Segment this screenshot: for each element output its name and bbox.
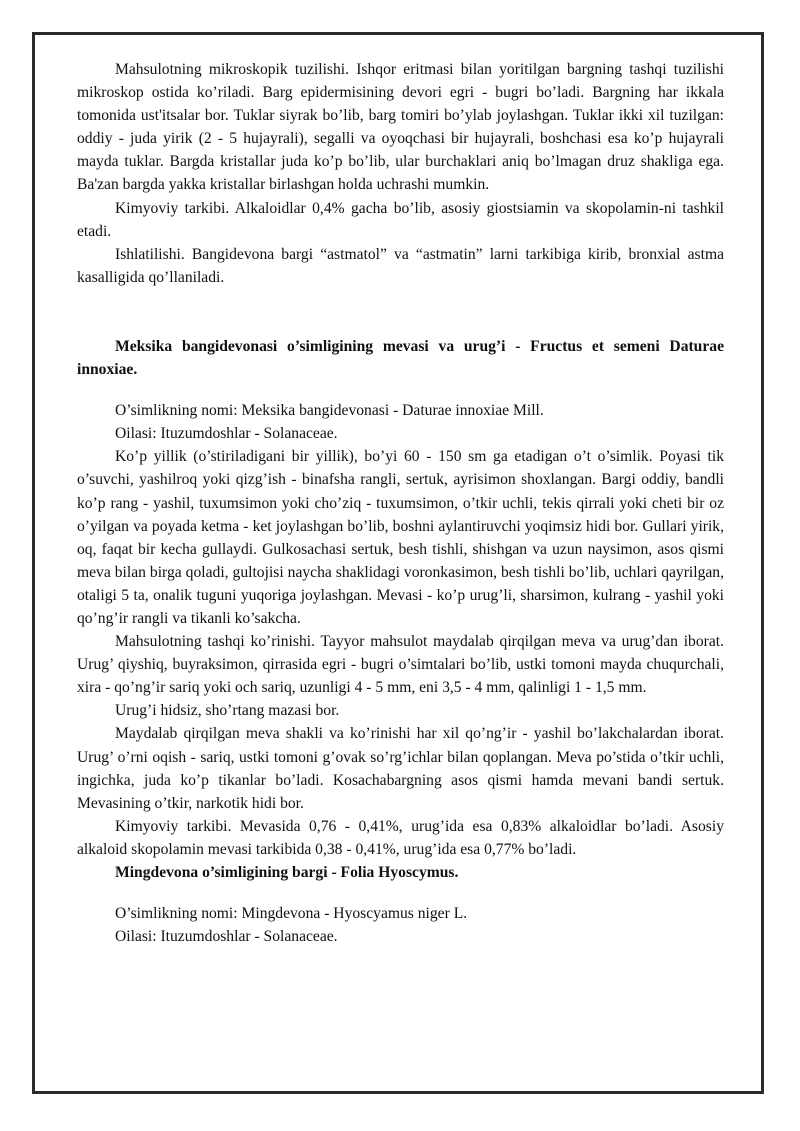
paragraph-chemical-composition: Kimyoviy tarkibi. Alkaloidlar 0,4% gacha bo’lib, asosiy giostsiamin va skopolamin-ni tashkil etadi. [77,199,724,240]
paragraph-plant-name-2: O’simlikning nomi: Mingdevona - Hyoscyamus niger L. [115,905,468,923]
paragraph-description: Ko’p yillik (o’stiriladigani bir yillik), bo’yi 60 - 150 sm ga etadigan o’t o’simlik. Poyasi tik o’suvchi, yashilroq yoki qizg’ish - binafsha rangli, sertuk, ayrisimon shoxlangan. Bargi oddiy, bandli ko’p rang - yashil, tuxumsimon yoki cho’ziq - tuxumsimon, o’tkir uchli, tekis qirrali yoki cheti bir oz o’yilgan va poyada ketma - ket joylashgan bo’lib, boshni aylantiruvchi yoqimsiz hidi bor. Gullari yirik, oq, faqat bir kecha gullaydi. Gulkosachasi sertuk, besh tishli, shishgan va uzun naysimon, asos qismi meva bilan birga qoladi, gultojisi naycha shaklidagi voronkasimon, besh tishli bo’lib, uchlari qayrilgan, otaligi 5 ta, onalik tuguni yuqoriga joylashgan. Mevasi - ko’p urug’li, sharsimon, kulrang - yashil yoki qo’ng’ir rangli va tikanli ko’sakcha. [77,448,724,627]
paragraph-usage: Ishlatilishi. Bangidevona bargi “astmatol” va “astmatin” larni tarkibiga kirib, bronxial astma kasalligida qo’llaniladi. [77,245,724,286]
paragraph-chemical-composition-2: Kimyoviy tarkibi. Mevasida 0,76 - 0,41%, urug’ida esa 0,83% alkaloidlar bo’ladi. Asosiy alkaloid skopolamin mevasi tarkibida 0,38 - 0,41%, urug’ida esa 0,77% bo’ladi. [77,817,724,858]
paragraph-external-appearance: Mahsulotning tashqi ko’rinishi. Tayyor mahsulot maydalab qirqilgan meva va urug’dan iborat. Urug’ qiyshiq, buyraksimon, qirrasida egri - bugri o’simtalari bo’lib, ustki tomoni mayda chuqurchali, xira - qo’ng’ir sariq yoki och sariq, uzunligi 4 - 5 mm, eni 3,5 - 4 mm, qalinligi 1 - 1,5 mm. [77,633,724,697]
paragraph-family: Oilasi: Ituzumdoshlar - Solanaceae. [115,425,338,443]
paragraph-family-2: Oilasi: Ituzumdoshlar - Solanaceae. [115,928,338,946]
section-heading-henbane: Mingdevona o’simligining bargi - Folia Hyoscymus. [115,864,459,881]
paragraph-seed-smell: Urug’i hidsiz, sho’rtang mazasi bor. [115,702,340,720]
paragraph-microscopic-structure: Mahsulotning mikroskopik tuzilishi. Ishqor eritmasi bilan yoritilgan bargning tashqi tuzilishi mikroskop ostida ko’riladi. Barg epidermisining devori egri - bugri bo’ladi. Bargning har ikkala tomonida ust'itsalar bor. Tuklar siyrak bo’lib, barg tomiri bo’ylab joylashgan. Tuklar ikki xil tuzilgan: oddiy - juda yirik (2 - 5 hujayrali), segalli va oyoqchasi bir hujayrali, boshchasi esa ko’p hujayrali mayda tuklar. Bargda kristallar juda ko’p bo’lib, ular burchaklari aniq bo’lmagan druz shakliga ega. Ba'zan bargda yakka kristallar birlashgan holda uchrashi mumkin. [77,61,724,194]
paragraph-fruit-shape: Maydalab qirqilgan meva shakli va ko’rinishi har xil qo’ng’ir - yashil bo’lakchalardan iborat. Urug’ o’rni oqish - sariq, ustki tomoni g’ovak so’rg’ichlar bilan qoplangan. Meva po’stida o’tkir uchli, ingichka, juda ko’p tikanlar bo’ladi. Kosachabargning asos qismi hamda mevani bandi sertuk. Mevasining o’tkir, narkotik hidi bor. [77,725,724,812]
paragraph-plant-name: O’simlikning nomi: Meksika bangidevonasi - Daturae innoxiae Mill. [115,402,544,420]
document-body [77,58,724,948]
section-heading-mexican-datura: Meksika bangidevonasi o’simligining mevasi va urug’i - Fructus et semeni Daturae innoxiae. [77,337,724,379]
